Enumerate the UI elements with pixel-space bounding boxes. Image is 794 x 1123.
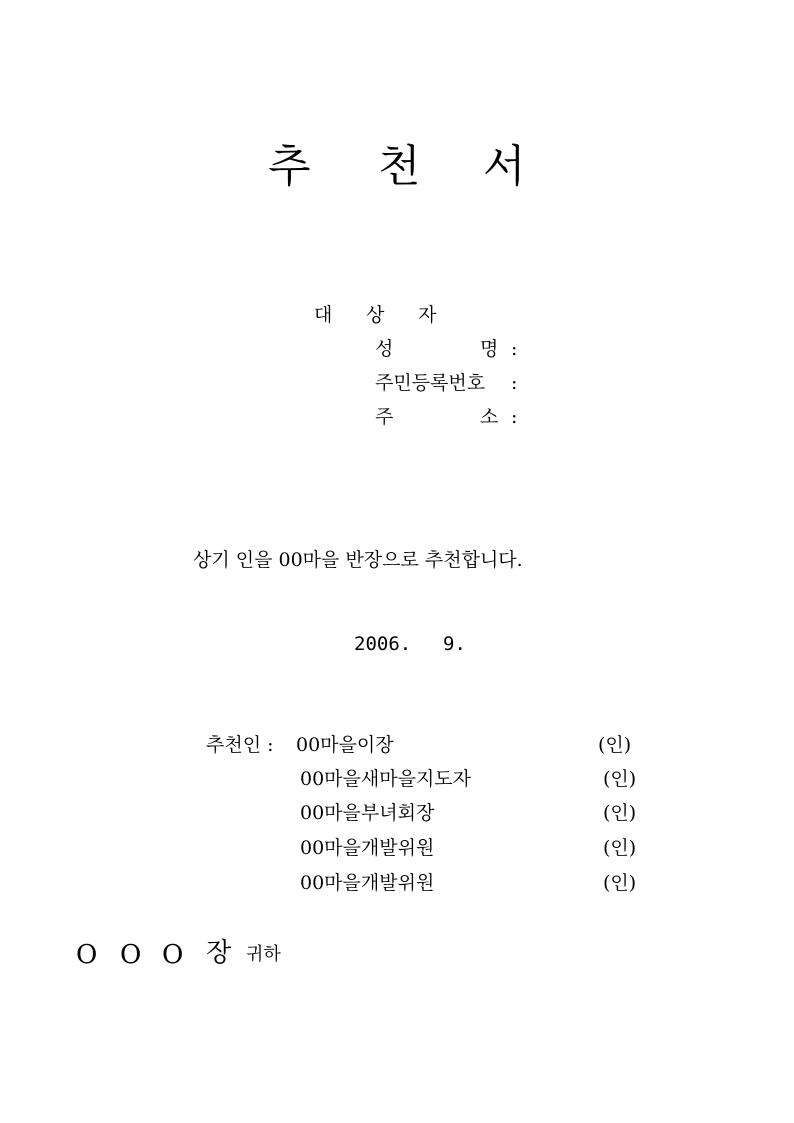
recommender-name: 00마을이장 [296,734,394,756]
title-char: 천 [378,141,421,192]
id-colon: : [511,372,518,394]
title-char: 서 [483,141,526,192]
addressee-char: O [162,940,184,970]
recommender-name: 00마을부녀회장 [300,802,435,824]
subject-heading-char: 상 [366,304,385,326]
addressee-char: O [120,940,142,970]
addressee-suffix: 귀하 [246,944,281,965]
name-label-char: 성 [375,338,394,360]
id-label: 주민등록번호 [375,372,486,394]
address-label-char: 소 [480,406,499,428]
address-label-char: 주 [375,406,394,428]
title-char: 추 [268,141,311,192]
recommender-name: 00마을개발위원 [300,872,435,894]
addressee-char: 장 [206,938,232,968]
seal-mark: (인) [603,768,637,790]
subject-heading-char: 자 [418,304,437,326]
seal-mark: (인) [603,872,637,894]
recommendation-statement: 상기 인을 00마을 반장으로 추천합니다. [193,549,523,571]
seal-mark: (인) [598,734,632,756]
seal-mark: (인) [603,802,637,824]
subject-heading-char: 대 [314,304,333,326]
name-label-char: 명 [480,338,499,360]
address-colon: : [511,406,518,428]
name-colon: : [511,338,518,360]
recommender-label: 추천인 : [206,734,274,756]
date-month: 9. [443,633,466,655]
date-year: 2006. [354,633,412,655]
seal-mark: (인) [603,837,637,859]
addressee-char: O [76,940,98,970]
recommender-name: 00마을새마을지도자 [300,768,472,790]
recommender-name: 00마을개발위원 [300,837,435,859]
